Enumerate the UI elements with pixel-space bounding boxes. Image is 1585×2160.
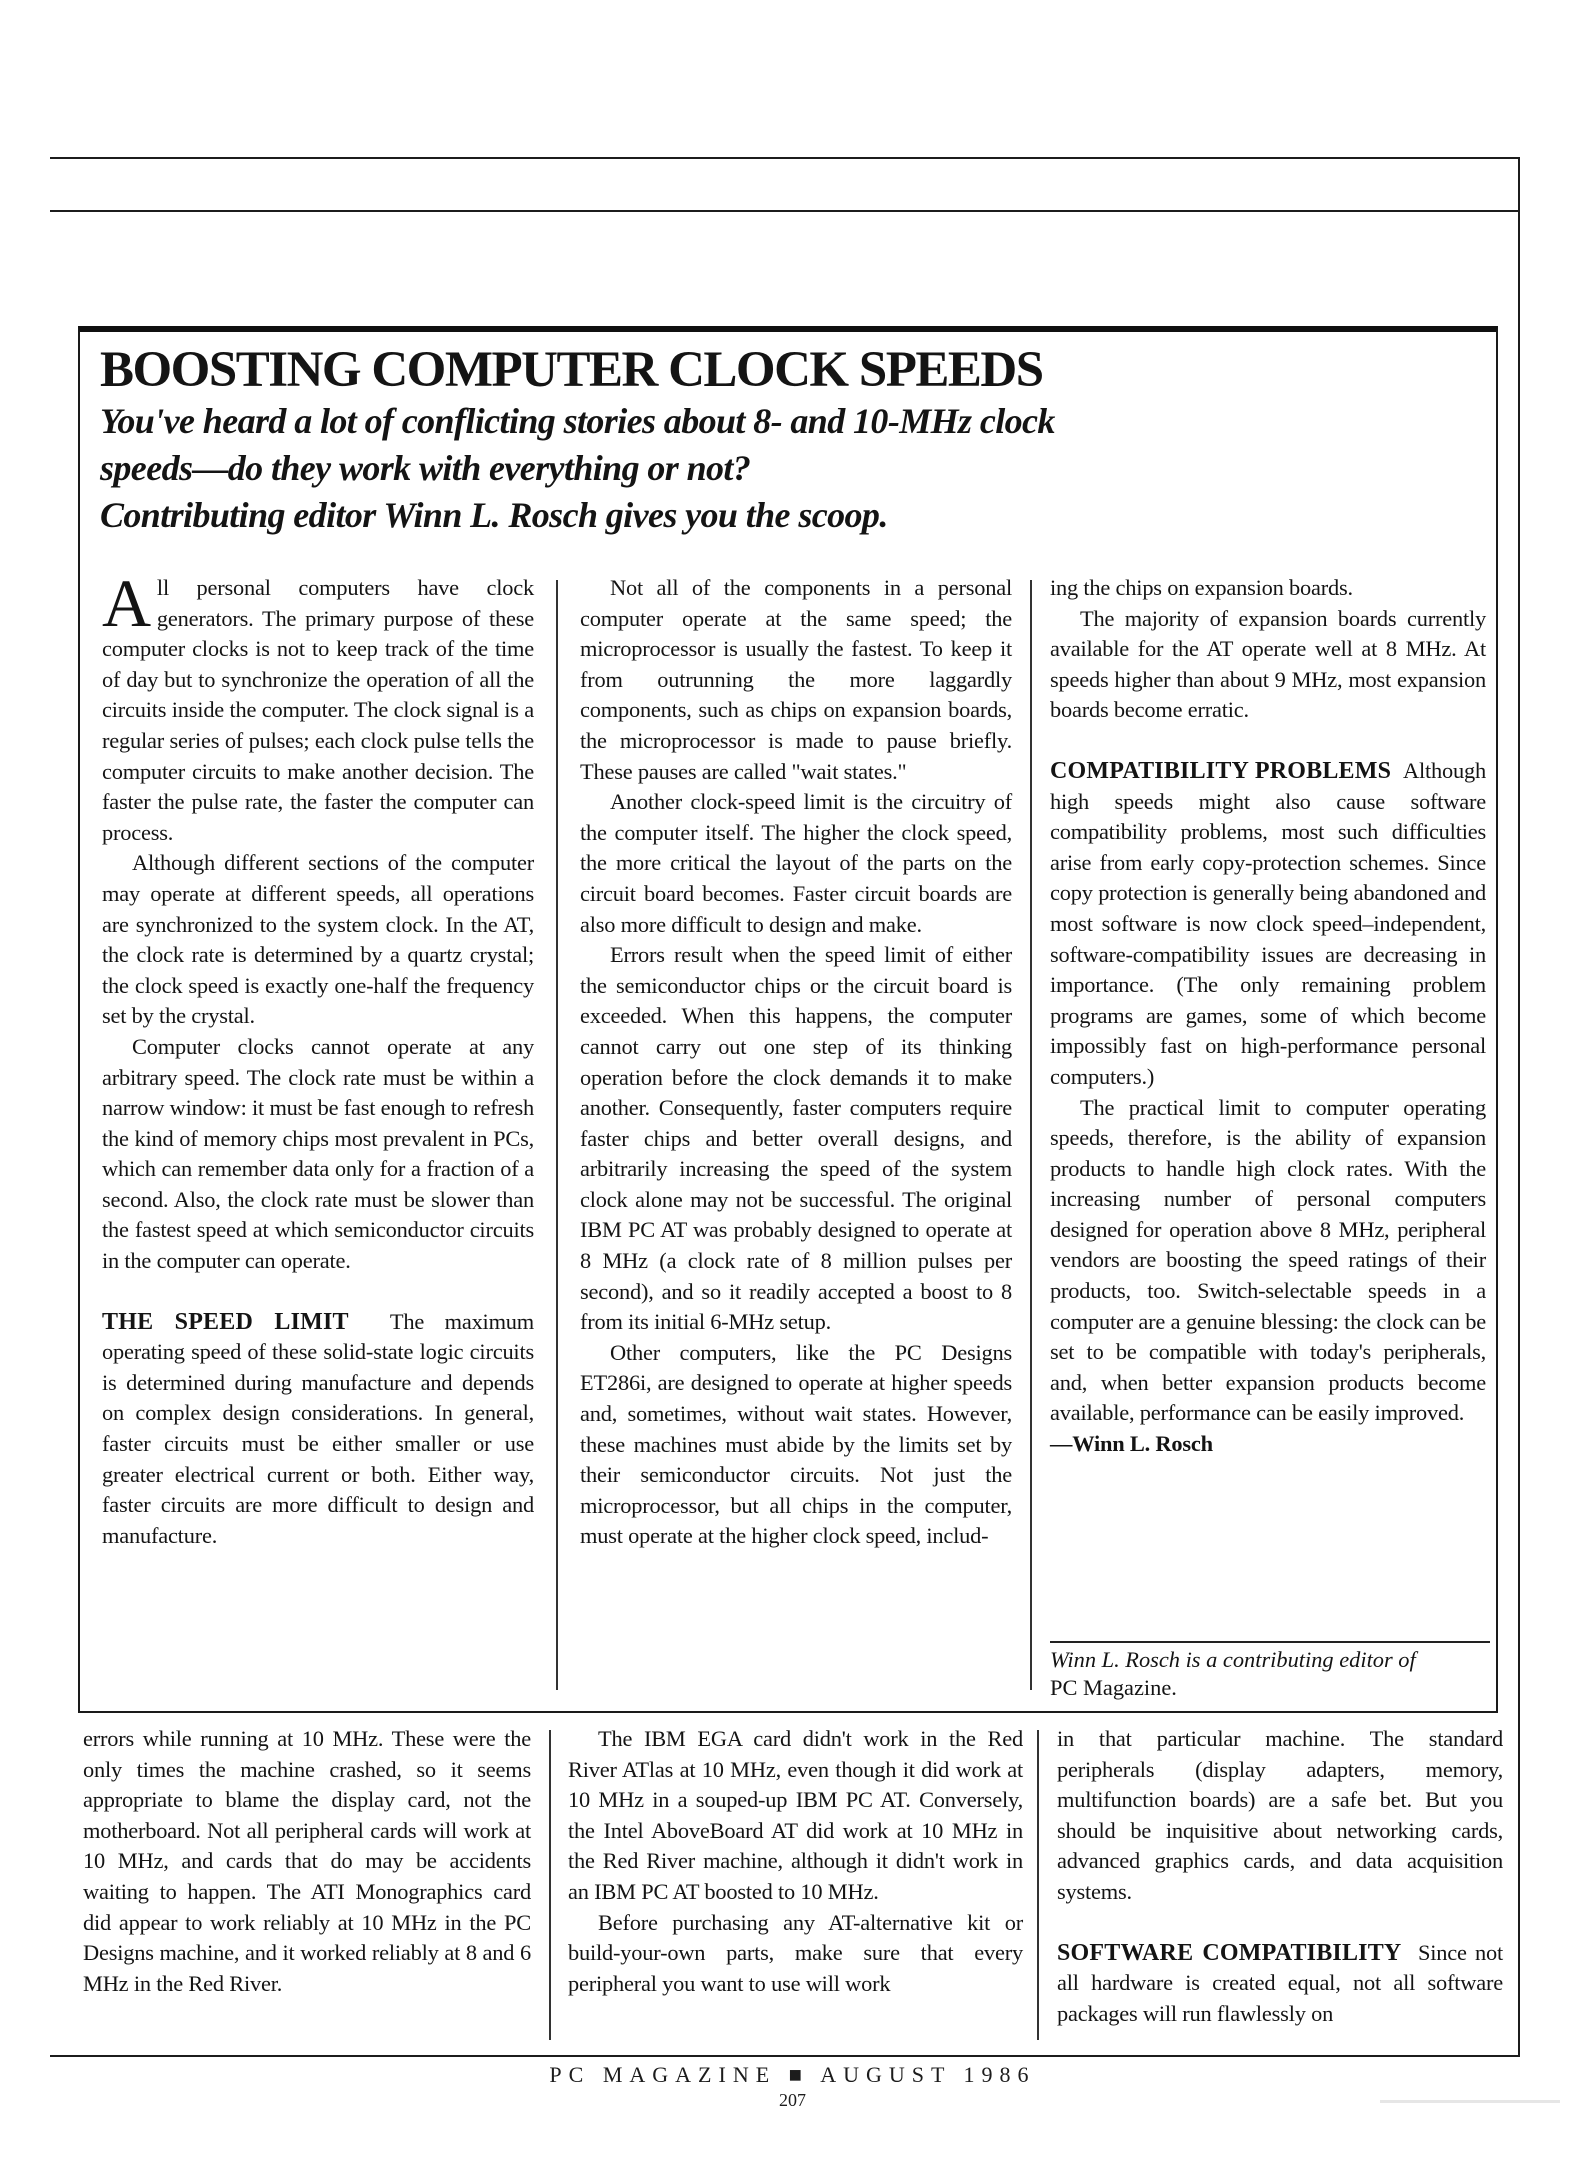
column-divider bbox=[1037, 1730, 1039, 2040]
column-divider bbox=[556, 580, 558, 1690]
sidebar-paragraph bbox=[102, 565, 534, 848]
right-rule bbox=[1518, 157, 1520, 2057]
bio-magazine: PC Magazine. bbox=[1050, 1675, 1177, 1700]
sidebar-paragraph: ing the chips on expansion boards. bbox=[1050, 575, 1353, 600]
paragraph-text: The maximum operating speed of these solid-state logic circuits is determined during manufacture and depends on complex design considerations. In general, faster circuits must be either smaller or use greater electrical current or both. Either way, faster circuits are more difficult to design and manufacture. bbox=[102, 1308, 535, 1548]
drop-cap: A bbox=[102, 565, 151, 641]
article-column-1 bbox=[83, 1724, 531, 1999]
subhead-compatibility: COMPATIBILITY PROBLEMS bbox=[1050, 757, 1392, 784]
paragraph-text: Since not all hardware is created equal, not all software packages will run flawlessly on bbox=[1057, 1939, 1504, 2026]
sidebar-paragraph: The practical limit to computer operating speeds, therefore, is the ability of expansion products to handle high clock rates. With the increasing number of personal computers designed for operation above 8 MHz, peripheral vendors are boosting the speed ratings of their products, too. Switch-selectable speeds in a computer are a genuine blessing: the clock can be set to be compatible with today's peripherals, and, when better expansion products become available, performance can be easily improved. bbox=[1050, 1094, 1486, 1426]
paragraph-text: ll personal computers have clock generators. The primary purpose of these computer clocks is not to keep track of the time of day but to synchronize the operation of all the circuits inside the computer. The clock signal is a regular series of pulses; each clock pulse tells the computer circuits to make another decision. The faster the pulse rate, the faster the computer can process. bbox=[102, 575, 534, 845]
deck-line-2: speeds—do they work with everything or not? bbox=[100, 448, 751, 488]
article-paragraph bbox=[1057, 1938, 1503, 2030]
deck-line-3: Contributing editor Winn L. Rosch gives you the scoop. bbox=[100, 495, 888, 535]
sidebar-paragraph: Other computers, like the PC Designs ET286i, are designed to operate at higher speeds and, sometimes, without wait states. However, these machines must abide by the limits set by their semiconductor circuits. Not just the microprocessor, but all chips in the computer, must operate at the higher clock speed, includ- bbox=[580, 1339, 1012, 1549]
top-rule bbox=[50, 157, 1520, 159]
top-rule-second bbox=[50, 210, 1520, 212]
page-number: 207 bbox=[779, 2090, 806, 2110]
sidebar-paragraph: Another clock-speed limit is the circuitry of the computer itself. The higher the clock speed, the more critical the layout of the parts on the circuit board becomes. Faster circuit boards are also more difficult to design and make. bbox=[580, 789, 1012, 937]
deck-line-1: You've heard a lot of conflicting stories about 8- and 10-MHz clock bbox=[100, 401, 1055, 441]
article-paragraph: Before purchasing any AT-alternative kit or build-your-own parts, make sure that every peripheral you want to use will work bbox=[568, 1909, 1023, 1996]
author-signature: —Winn L. Rosch bbox=[1050, 1431, 1213, 1457]
column-divider bbox=[549, 1730, 551, 2040]
sidebar-column-1 bbox=[102, 565, 535, 1551]
sidebar-deck bbox=[100, 398, 1400, 539]
sidebar-column-2 bbox=[580, 573, 1012, 1552]
article-paragraph: The IBM EGA card didn't work in the Red River ATlas at 10 MHz, even though it did work at 10 MHz in a souped-up IBM PC AT. Conversely, the Intel AboveBoard AT did work at 10 MHz in the Red River machine, although it didn't work in an IBM PC AT boosted to 10 MHz. bbox=[568, 1726, 1023, 1904]
article-paragraph: in that particular machine. The standard peripherals (display adapters, memory, multifunction boards) are a safe bet. But you should be inquisitive about networking cards, advanced graphics cards, and data acquisition systems. bbox=[1057, 1726, 1503, 1904]
subhead-software-compatibility: SOFTWARE COMPATIBILITY bbox=[1057, 1939, 1402, 1966]
bottom-rule bbox=[50, 2055, 1520, 2057]
article-paragraph: errors while running at 10 MHz. These were the only times the machine crashed, so it seems appropriate to blame the display card, not the motherboard. Not all peripheral cards will work at 10 MHz, and cards that do may be accidents waiting to happen. The ATI Monographics card did appear to work reliably at 10 MHz in the PC Designs machine, and it worked reliably at 8 and 6 MHz in the Red River. bbox=[83, 1726, 531, 1996]
bio-italic: Winn L. Rosch is a contributing editor of bbox=[1050, 1647, 1416, 1672]
article-column-2 bbox=[568, 1724, 1023, 1999]
scan-artifact bbox=[1380, 2100, 1560, 2103]
column-divider bbox=[1030, 580, 1032, 1690]
article-column-3 bbox=[1057, 1724, 1503, 2029]
sidebar-paragraph: Errors result when the speed limit of either the semiconductor chips or the circuit board is exceeded. When this happens, the computer cannot carry out one step of its thinking operation before the clock demands it to make another. Consequently, faster computers require faster chips and better overall designs, and arbitrarily increasing the speed of the system clock alone may not be successful. The original IBM PC AT was probably designed to operate at 8 MHz (a clock rate of 8 million pulses per second), and so it readily accepted a boost to 8 from its initial 6-MHz setup. bbox=[580, 942, 1012, 1335]
subhead-speed-limit: THE SPEED LIMIT bbox=[102, 1308, 349, 1335]
sidebar-paragraph bbox=[102, 1307, 534, 1552]
bio-rule bbox=[1050, 1641, 1490, 1643]
sidebar-paragraph: Computer clocks cannot operate at any arbitrary speed. The clock rate must be within a narrow window: it must be fast enough to refresh the kind of memory chips most prevalent in PCs, which can remember data only for a fraction of a second. Also, the clock rate must be slower than the fastest speed at which semiconductor circuits in the computer can operate. bbox=[102, 1033, 534, 1274]
author-bio bbox=[1050, 1646, 1490, 1702]
sidebar-headline: BOOSTING COMPUTER CLOCK SPEEDS bbox=[100, 342, 1043, 398]
sidebar-paragraph: Although different sections of the computer may operate at different speeds, all operations are synchronized to the system clock. In the AT, the clock rate is determined by a quartz crystal; the clock speed is exactly one-half the frequency set by the crystal. bbox=[102, 850, 534, 1029]
sidebar-paragraph: Not all of the components in a personal computer operate at the same speed; the microprocessor is usually the fastest. To keep it from outrunning the more laggardly components, such as chips on expansion boards, the microprocessor is made to pause briefly. These pauses are called "wait states." bbox=[580, 575, 1012, 784]
paragraph-text: Although high speeds might also cause software compatibility problems, most such difficulties arise from early copy-protection schemes. Since copy protection is generally being abandoned and most software is now clock speed–independent, software-compatibility issues are decreasing in importance. (The only remaining problem programs are games, some of which become impossibly fast on high-performance personal computers.) bbox=[1050, 757, 1486, 1089]
page-footer: PC MAGAZINE ■ AUGUST 1986 bbox=[549, 2062, 1036, 2087]
sidebar-paragraph bbox=[1050, 756, 1486, 1093]
sidebar-column-3 bbox=[1050, 573, 1486, 1460]
sidebar-paragraph: The majority of expansion boards currently available for the AT operate well at 8 MHz. At speeds higher than about 9 MHz, most expansion boards become erratic. bbox=[1050, 605, 1486, 723]
